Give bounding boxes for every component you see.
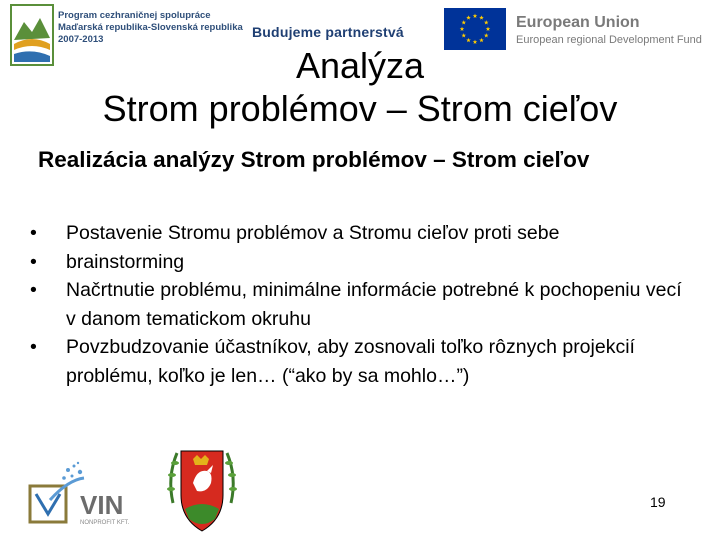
bullet-icon: •: [30, 336, 37, 358]
bullet-icon: •: [30, 250, 37, 273]
bullet-text: Postavenie Stromu problémov a Stromu cieľov proti sebe: [66, 222, 560, 244]
bullet-icon: •: [30, 279, 37, 301]
slide-title-line-2: Strom problémov – Strom cieľov: [102, 88, 618, 129]
vin-logo-text: VIN: [80, 490, 124, 520]
eu-subtitle: European regional Development Fund: [516, 34, 702, 46]
vin-logo-subtext: NONPROFIT KFT.: [80, 520, 130, 526]
bullet-text: brainstorming: [66, 250, 185, 273]
program-line-2: Maďarská republika-Slovenská republika: [58, 22, 243, 33]
vin-logo-icon: [28, 460, 156, 530]
bullet-item: [30, 333, 690, 390]
bullet-list: [30, 219, 690, 390]
program-line-1: Program cezhraničnej spolupráce: [58, 10, 211, 21]
eu-text: [516, 14, 702, 46]
bullet-text: Povzbudzovanie účastníkov, aby zosnovali toľko rôznych projekcií problému, koľko je len… (“ako by sa mohlo…”): [66, 336, 635, 387]
slide-title: [0, 44, 720, 130]
bullet-item: [30, 276, 690, 333]
program-text: [58, 10, 243, 46]
slide-heading: Realizácia analýzy Strom problémov – Strom cieľov: [38, 147, 590, 172]
coat-of-arms-icon: [163, 443, 241, 535]
partnership-slogan: Budujeme partnerstvá: [252, 24, 404, 40]
bullet-icon: •: [30, 222, 37, 244]
bullet-text: Načrtnutie problému, minimálne informácie potrebné k pochopeniu vecí v danom tematickom okruhu: [66, 279, 682, 330]
slide-title-line-1: Analýza: [295, 45, 425, 86]
eu-title: European Union: [516, 14, 640, 31]
bullet-item: [30, 248, 690, 277]
bullet-item: [30, 219, 690, 248]
program-line-3: 2007-2013: [58, 34, 104, 45]
page-number: 19: [650, 494, 666, 510]
